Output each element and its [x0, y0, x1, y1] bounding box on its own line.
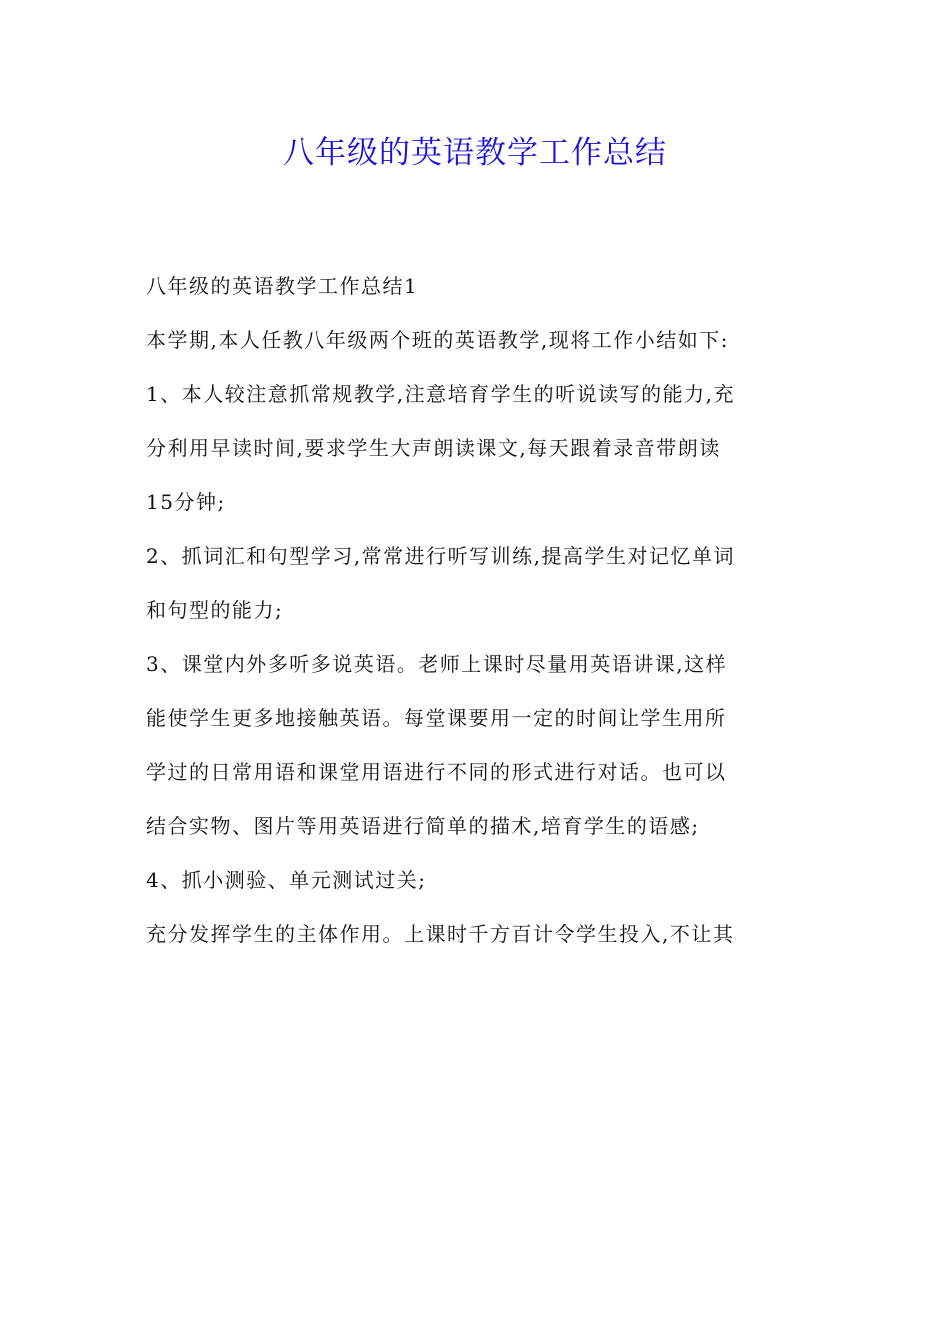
document-body: [146, 259, 810, 961]
paragraph-line: 学过的日常用语和课堂用语进行不同的形式进行对话。也可以: [146, 760, 727, 784]
paragraph-line: 分利用早读时间,要求学生大声朗读课文,每天跟着录音带朗读: [146, 436, 721, 460]
paragraph-line: 能使学生更多地接触英语。每堂课要用一定的时间让学生用所: [146, 706, 727, 730]
paragraph-line: 结合实物、图片等用英语进行简单的描术,培育学生的语感;: [146, 814, 700, 838]
paragraph-line: 3、课堂内外多听多说英语。老师上课时尽量用英语讲课,这样: [146, 652, 728, 676]
paragraph-line: 15分钟;: [146, 490, 226, 514]
section-heading: 八年级的英语教学工作总结1: [146, 274, 419, 298]
paragraph-line: 和句型的能力;: [146, 598, 284, 622]
paragraph-line: 充分发挥学生的主体作用。上课时千方百计令学生投入,不让其: [146, 922, 735, 946]
paragraph-line: 本学期,本人任教八年级两个班的英语教学,现将工作小结如下:: [146, 328, 729, 352]
paragraph-line: 2、抓词汇和句型学习,常常进行听写训练,提高学生对记忆单词: [146, 544, 735, 568]
paragraph-line: 4、抓小测验、单元测试过关;: [146, 868, 427, 892]
document-title: 八年级的英语教学工作总结: [283, 135, 667, 171]
paragraph-line: 1、本人较注意抓常规教学,注意培育学生的听说读写的能力,充: [146, 382, 735, 406]
